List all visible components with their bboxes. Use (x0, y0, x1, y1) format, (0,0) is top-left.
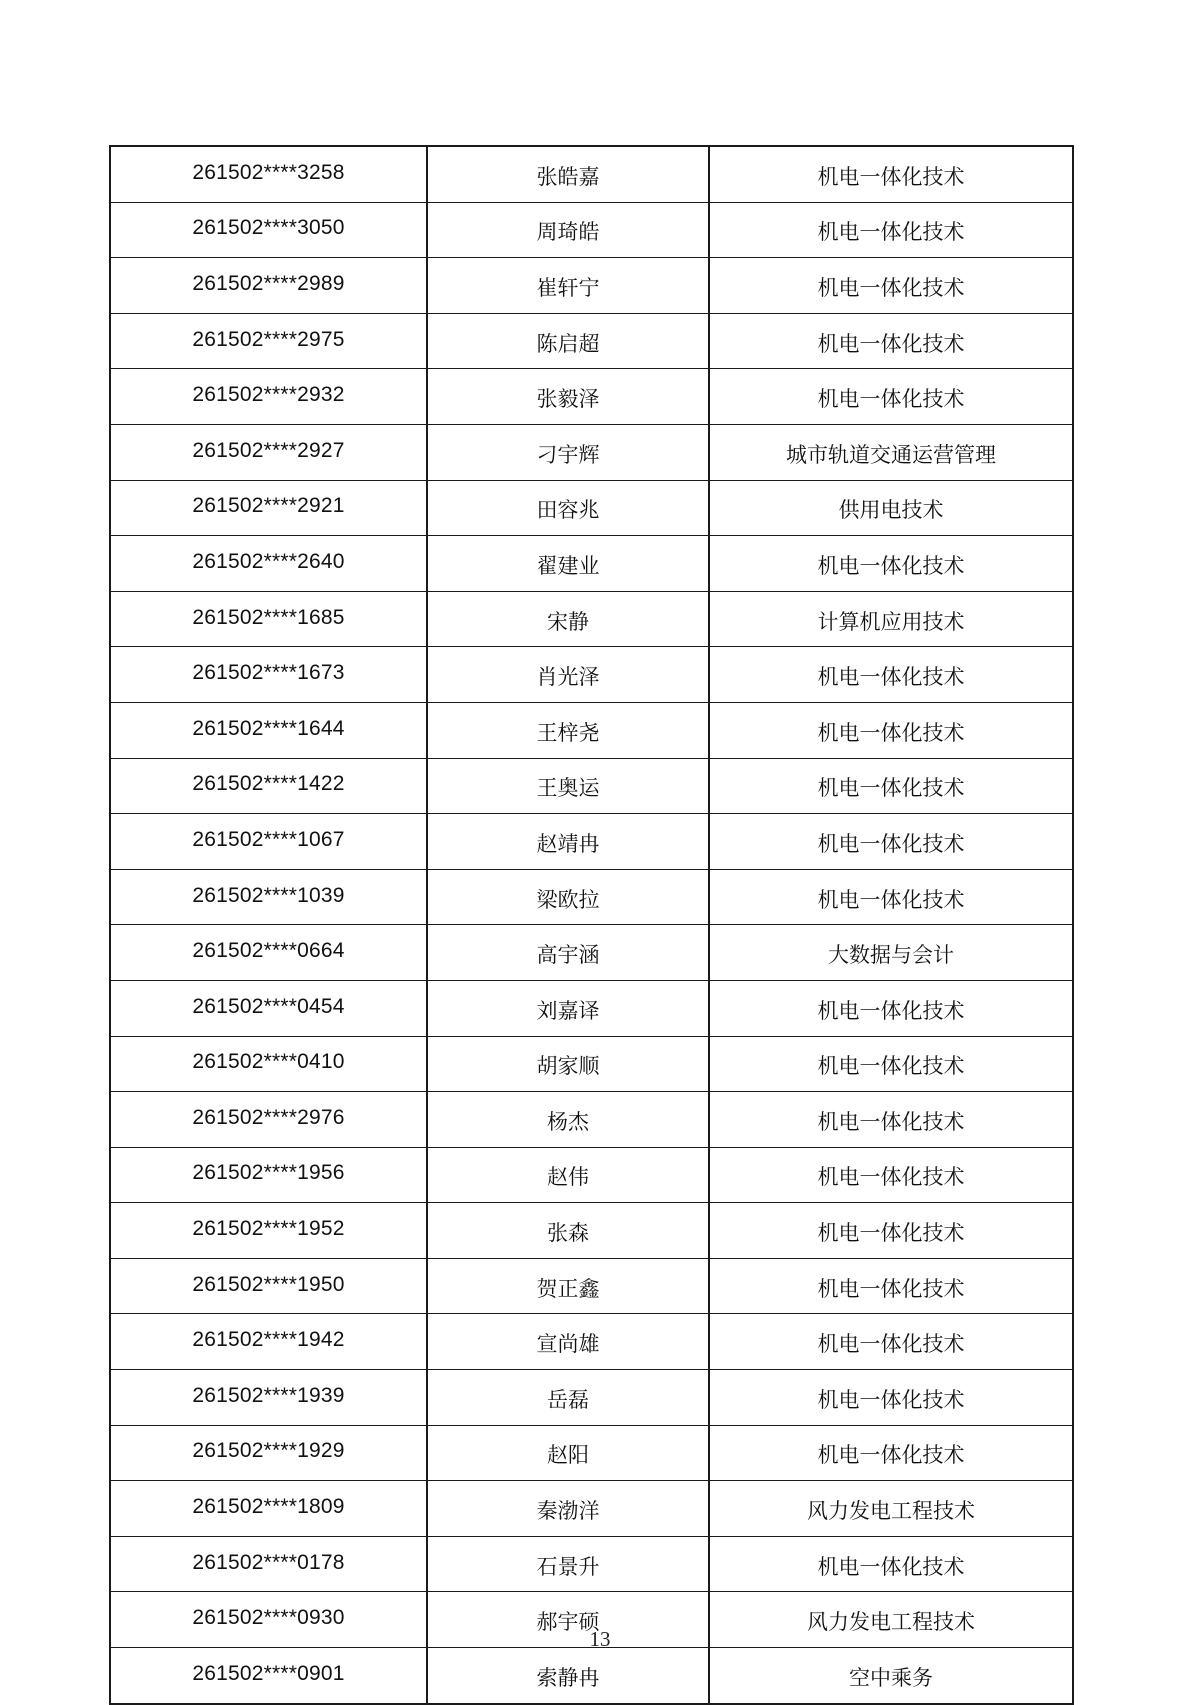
student-id-cell: 261502****0664 (110, 925, 427, 981)
student-name-cell: 陈启超 (427, 313, 709, 369)
student-id-cell: 261502****0178 (110, 1536, 427, 1592)
major-cell: 机电一体化技术 (709, 980, 1073, 1036)
table-row (110, 647, 1073, 703)
student-name-cell: 宣尚雄 (427, 1314, 709, 1370)
student-name-cell: 梁欧拉 (427, 869, 709, 925)
table-row (110, 1481, 1073, 1537)
major-cell: 机电一体化技术 (709, 1203, 1073, 1259)
student-name-cell: 周琦皓 (427, 202, 709, 258)
table-row (110, 1258, 1073, 1314)
student-id-cell: 261502****1942 (110, 1314, 427, 1370)
student-id-cell: 261502****0901 (110, 1648, 427, 1704)
table-row (110, 1147, 1073, 1203)
student-id-cell: 261502****0930 (110, 1592, 427, 1648)
major-cell: 城市轨道交通运营管理 (709, 424, 1073, 480)
student-name-cell: 张皓嘉 (427, 146, 709, 202)
table-row (110, 1092, 1073, 1148)
records-table (109, 145, 1074, 1705)
student-id-cell: 261502****0410 (110, 1036, 427, 1092)
student-id-cell: 261502****2927 (110, 424, 427, 480)
major-cell: 机电一体化技术 (709, 814, 1073, 870)
table-row (110, 702, 1073, 758)
student-name-cell: 翟建业 (427, 536, 709, 592)
table-row (110, 1648, 1073, 1704)
student-id-cell: 261502****1939 (110, 1370, 427, 1426)
major-cell: 机电一体化技术 (709, 202, 1073, 258)
student-id-cell: 261502****2921 (110, 480, 427, 536)
student-name-cell: 郝宇硕 (427, 1592, 709, 1648)
student-id-cell: 261502****0454 (110, 980, 427, 1036)
major-cell: 风力发电工程技术 (709, 1592, 1073, 1648)
major-cell: 机电一体化技术 (709, 702, 1073, 758)
table-row (110, 1370, 1073, 1426)
student-name-cell: 索静冉 (427, 1648, 709, 1704)
records-table-body (110, 146, 1073, 1704)
major-cell: 空中乘务 (709, 1648, 1073, 1704)
student-id-cell: 261502****3258 (110, 146, 427, 202)
student-id-cell: 261502****1929 (110, 1425, 427, 1481)
student-id-cell: 261502****1950 (110, 1258, 427, 1314)
table-row (110, 869, 1073, 925)
table-row (110, 146, 1073, 202)
major-cell: 供用电技术 (709, 480, 1073, 536)
student-name-cell: 张森 (427, 1203, 709, 1259)
student-name-cell: 杨杰 (427, 1092, 709, 1148)
table-row (110, 1036, 1073, 1092)
student-name-cell: 岳磊 (427, 1370, 709, 1426)
major-cell: 机电一体化技术 (709, 258, 1073, 314)
student-name-cell: 石景升 (427, 1536, 709, 1592)
major-cell: 机电一体化技术 (709, 647, 1073, 703)
table-row (110, 1536, 1073, 1592)
major-cell: 机电一体化技术 (709, 1036, 1073, 1092)
major-cell: 机电一体化技术 (709, 869, 1073, 925)
student-name-cell: 肖光泽 (427, 647, 709, 703)
student-name-cell: 张毅泽 (427, 369, 709, 425)
table-row (110, 758, 1073, 814)
student-name-cell: 宋静 (427, 591, 709, 647)
major-cell: 机电一体化技术 (709, 536, 1073, 592)
student-id-cell: 261502****1685 (110, 591, 427, 647)
student-id-cell: 261502****1422 (110, 758, 427, 814)
student-name-cell: 崔轩宁 (427, 258, 709, 314)
major-cell: 机电一体化技术 (709, 1147, 1073, 1203)
major-cell: 机电一体化技术 (709, 369, 1073, 425)
student-id-cell: 261502****2932 (110, 369, 427, 425)
table-row (110, 1425, 1073, 1481)
table-row (110, 480, 1073, 536)
table-row (110, 1314, 1073, 1370)
student-name-cell: 贺正鑫 (427, 1258, 709, 1314)
major-cell: 机电一体化技术 (709, 146, 1073, 202)
table-row (110, 536, 1073, 592)
major-cell: 机电一体化技术 (709, 313, 1073, 369)
major-cell: 机电一体化技术 (709, 1258, 1073, 1314)
student-name-cell: 秦渤洋 (427, 1481, 709, 1537)
major-cell: 机电一体化技术 (709, 1536, 1073, 1592)
table-row (110, 258, 1073, 314)
major-cell: 机电一体化技术 (709, 1092, 1073, 1148)
student-id-cell: 261502****1644 (110, 702, 427, 758)
student-name-cell: 高宇涵 (427, 925, 709, 981)
student-id-cell: 261502****1952 (110, 1203, 427, 1259)
student-id-cell: 261502****1809 (110, 1481, 427, 1537)
major-cell: 机电一体化技术 (709, 1370, 1073, 1426)
student-id-cell: 261502****1956 (110, 1147, 427, 1203)
student-id-cell: 261502****1067 (110, 814, 427, 870)
table-row (110, 814, 1073, 870)
student-id-cell: 261502****2976 (110, 1092, 427, 1148)
major-cell: 机电一体化技术 (709, 1425, 1073, 1481)
major-cell: 风力发电工程技术 (709, 1481, 1073, 1537)
student-name-cell: 刁宇辉 (427, 424, 709, 480)
major-cell: 大数据与会计 (709, 925, 1073, 981)
major-cell: 机电一体化技术 (709, 758, 1073, 814)
table-row (110, 202, 1073, 258)
table-row (110, 369, 1073, 425)
student-id-cell: 261502****2989 (110, 258, 427, 314)
student-name-cell: 赵伟 (427, 1147, 709, 1203)
student-name-cell: 田容兆 (427, 480, 709, 536)
student-name-cell: 胡家顺 (427, 1036, 709, 1092)
student-name-cell: 王梓尧 (427, 702, 709, 758)
student-id-cell: 261502****1039 (110, 869, 427, 925)
table-row (110, 925, 1073, 981)
table-row (110, 424, 1073, 480)
student-id-cell: 261502****1673 (110, 647, 427, 703)
major-cell: 机电一体化技术 (709, 1314, 1073, 1370)
table-row (110, 313, 1073, 369)
student-name-cell: 赵阳 (427, 1425, 709, 1481)
table-row (110, 591, 1073, 647)
table-row (110, 1203, 1073, 1259)
student-id-cell: 261502****2640 (110, 536, 427, 592)
page-number: 13 (589, 1627, 611, 1651)
student-name-cell: 赵靖冉 (427, 814, 709, 870)
major-cell: 计算机应用技术 (709, 591, 1073, 647)
student-id-cell: 261502****3050 (110, 202, 427, 258)
student-name-cell: 王奥运 (427, 758, 709, 814)
student-name-cell: 刘嘉译 (427, 980, 709, 1036)
student-id-cell: 261502****2975 (110, 313, 427, 369)
table-row (110, 980, 1073, 1036)
